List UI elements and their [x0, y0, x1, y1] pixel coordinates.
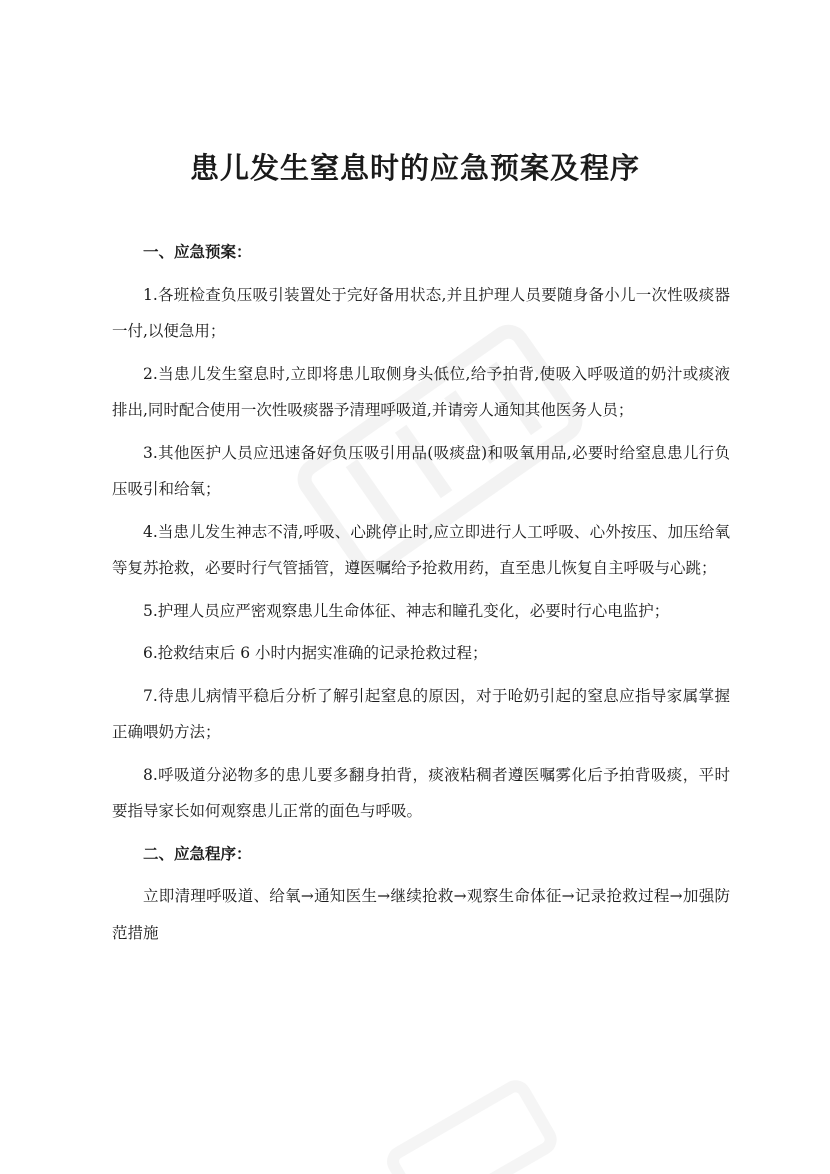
plan-item-8: 8.呼吸道分泌物多的患儿要多翻身拍背，痰液粘稠者遵医嘱雾化后予拍背吸痰，平时要指导家长如何观察患儿正常的面色与呼吸。	[112, 765, 730, 820]
plan-item-5: 5.护理人员应严密观察患儿生命体征、神志和瞳孔变化，必要时行心电监护；	[143, 601, 670, 620]
section-heading-procedure: 二、应急程序：	[143, 844, 252, 863]
document-body	[112, 234, 730, 957]
plan-item-6: 6.抢救结束后 6 小时内据实准确的记录抢救过程；	[143, 644, 488, 662]
plan-item-1: 1.各班检查负压吸引装置处于完好备用状态,并且护理人员要随身备小儿一次性吸痰器一付,以便急用；	[112, 285, 730, 340]
watermark-stamp-bottom	[360, 1080, 560, 1174]
plan-item-3: 3.其他医护人员应迅速备好负压吸引用品(吸痰盘)和吸氧用品,必要时给窒息患儿行负压吸引和给氧；	[112, 443, 730, 498]
page-title: 患儿发生窒息时的应急预案及程序	[189, 151, 640, 185]
plan-item-2: 2.当患儿发生窒息时,立即将患儿取侧身头低位,给予拍背,使吸入呼吸道的奶汁或痰液排出,同时配合使用一次性吸痰器予清理呼吸道,并请旁人通知其他医务人员；	[112, 364, 730, 419]
plan-item-7: 7.待患儿病情平稳后分析了解引起窒息的原因，对于呛奶引起的窒息应指导家属掌握正确喂奶方法；	[112, 686, 730, 741]
section-heading-plan: 一、应急预案：	[143, 243, 252, 261]
plan-item-4: 4.当患儿发生神志不清,呼吸、心跳停止时,应立即进行人工呼吸、心外按压、加压给氧等复苏抢救，必要时行气管插管，遵医嘱给予抢救用药，直至患儿恢复自主呼吸与心跳；	[112, 522, 730, 577]
procedure-text: 立即清理呼吸道、给氧→通知医生→继续抢救→观察生命体征→记录抢救过程→加强防范措施	[112, 887, 730, 942]
